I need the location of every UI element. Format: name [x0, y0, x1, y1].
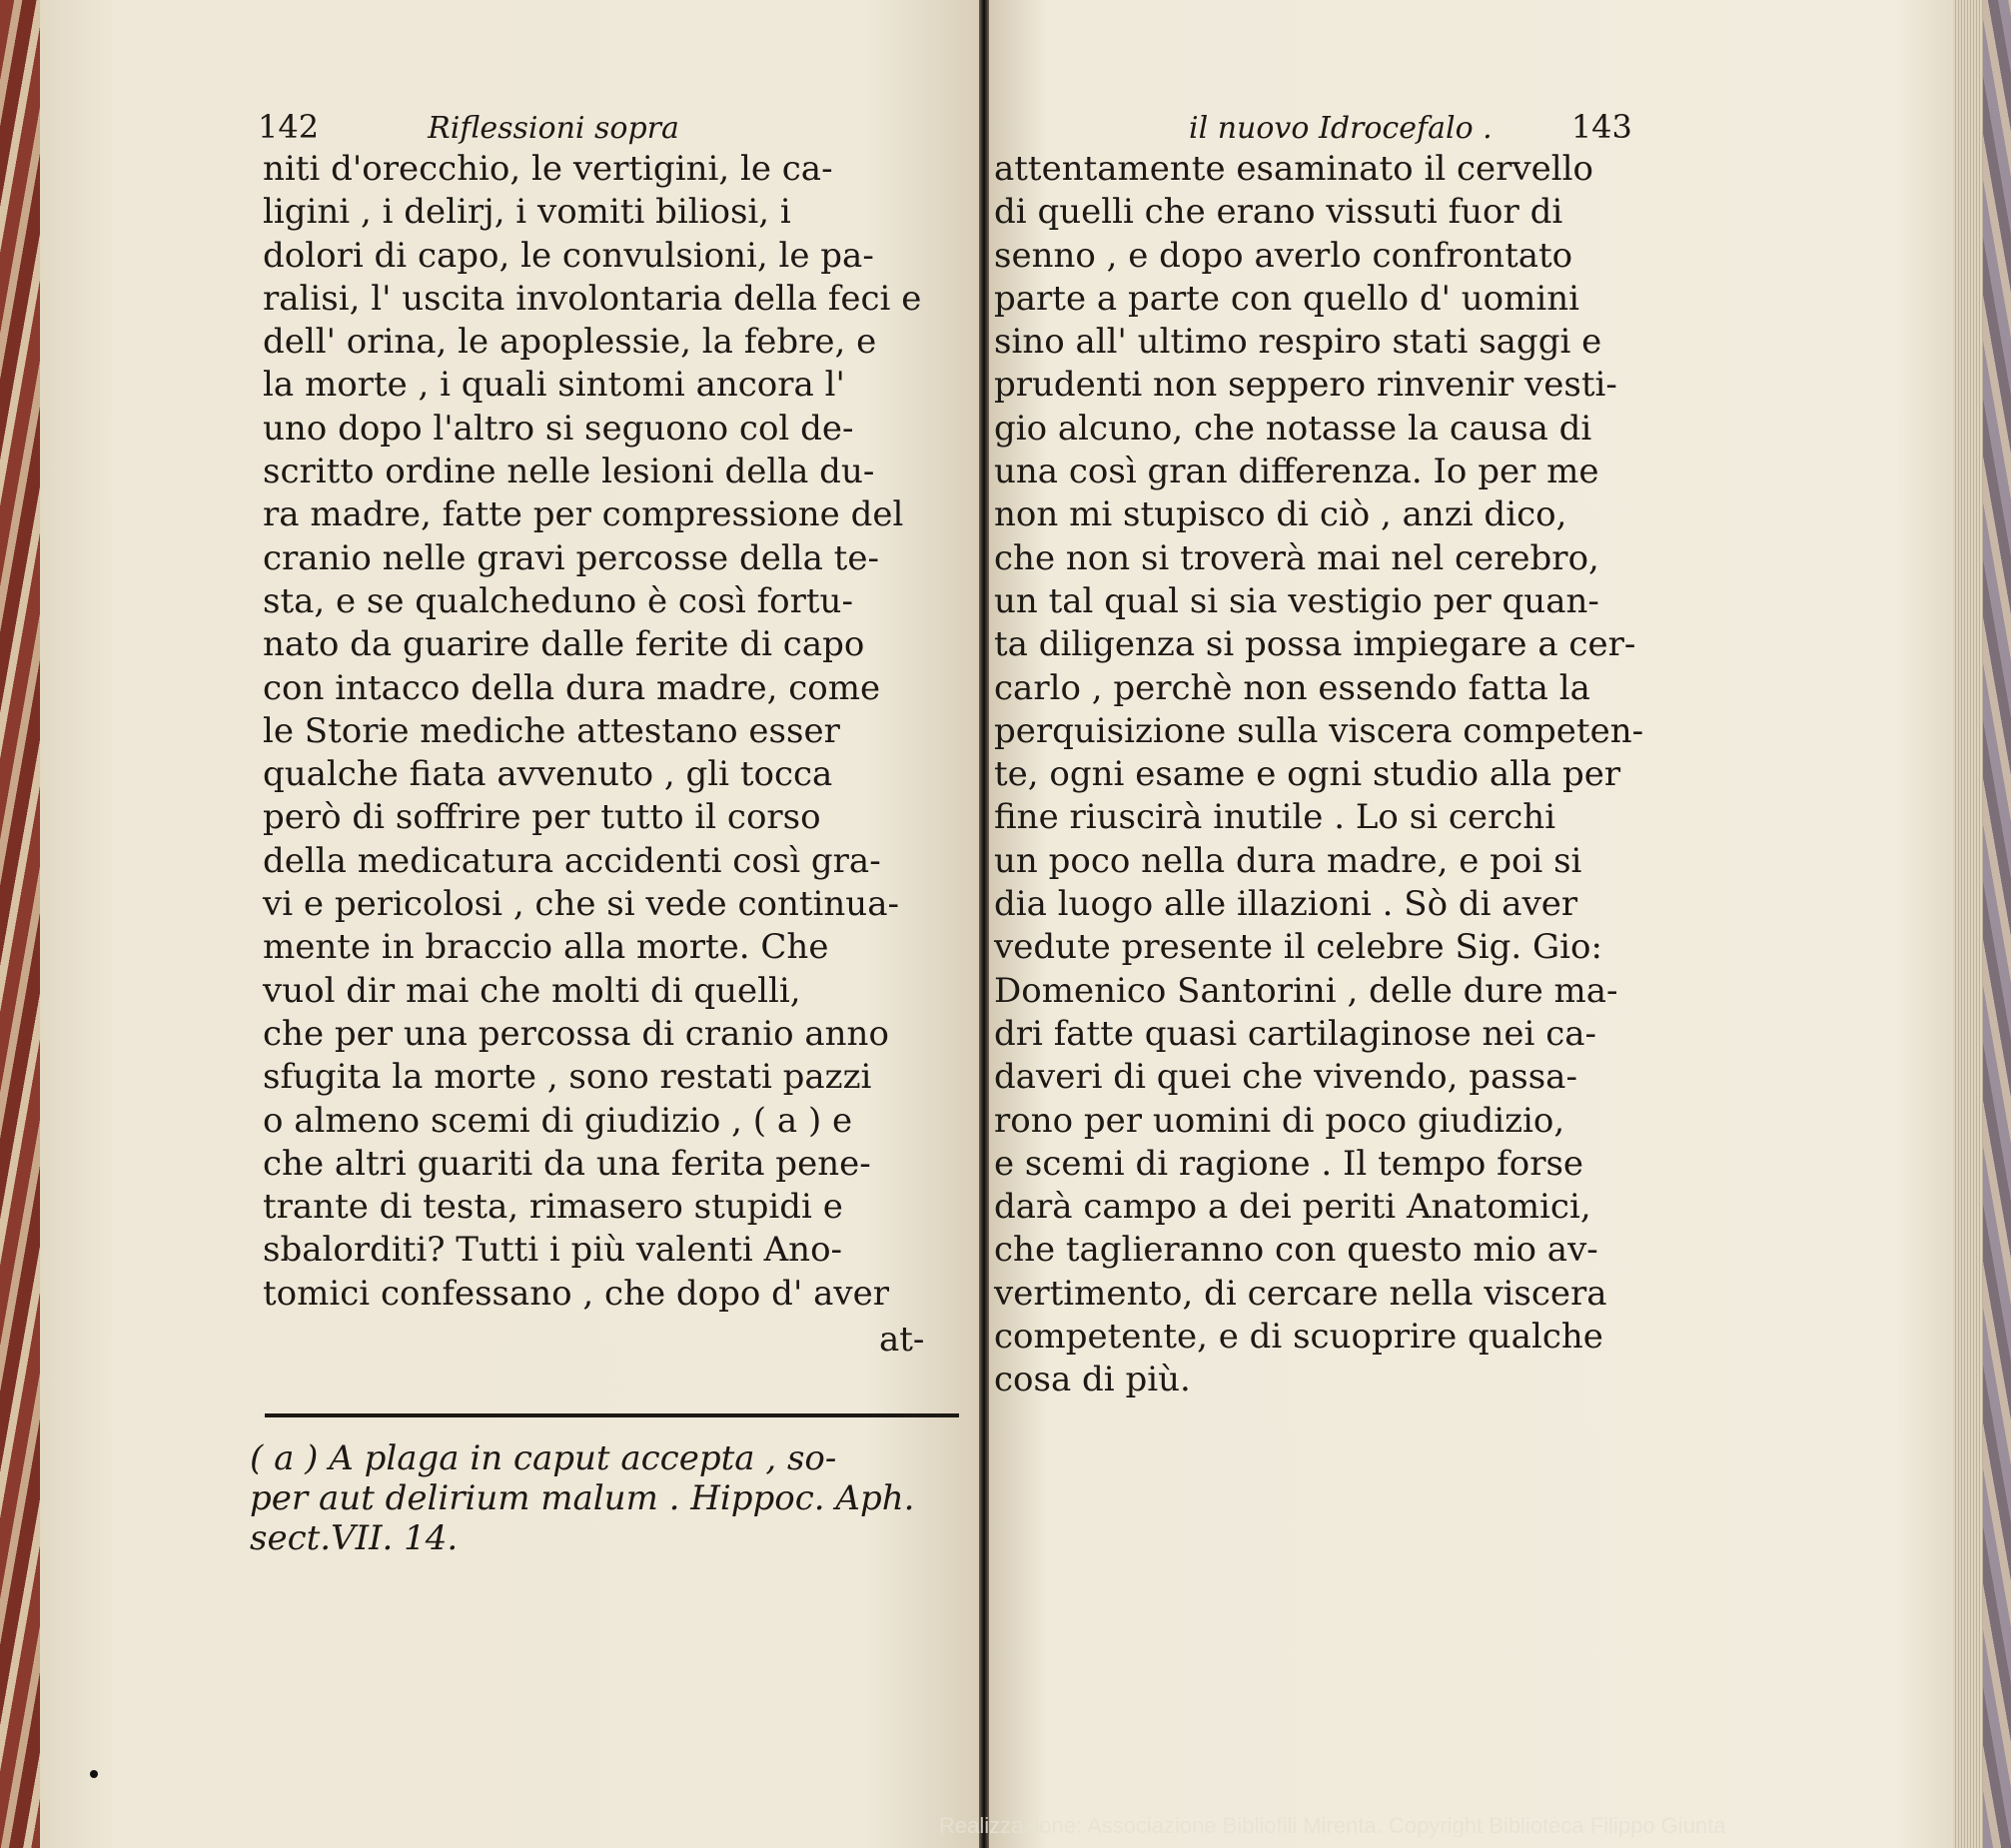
text-line: con intacco della dura madre, come: [263, 667, 881, 708]
text-line: trante di testa, rimasero stupidi e: [263, 1187, 843, 1228]
footnote-line: ( a ) A plaga in caput accepta , so-: [250, 1438, 837, 1478]
text-line: senno , e dopo averlo confrontato: [994, 235, 1573, 276]
right-page-text: [994, 148, 1693, 1402]
text-line: una così gran differenza. Io per me: [994, 452, 1599, 492]
text-line: carlo , perchè non essendo fatta la: [994, 667, 1590, 708]
text-line: vi e pericolosi , che si vede continua-: [263, 884, 899, 925]
gutter: [979, 0, 989, 1848]
left-running-head: Riflessioni sopra: [428, 111, 679, 146]
book-spread: [40, 0, 1983, 1848]
text-line: darà campo a dei periti Anatomici,: [994, 1187, 1591, 1228]
text-line: nato da guarire dalle ferite di capo: [263, 624, 865, 665]
text-line: ralisi, l' uscita involontaria della feci e: [263, 278, 922, 319]
text-line: vedute presente il celebre Sig. Gio:: [994, 927, 1602, 968]
text-line: e scemi di ragione . Il tempo forse: [994, 1143, 1584, 1184]
text-line: che taglieranno con questo mio av-: [994, 1230, 1598, 1271]
book-binding-right: [1983, 0, 2011, 1848]
text-line: che non si troverà mai nel cerebro,: [994, 537, 1599, 578]
text-line: di quelli che erano vissuti fuor di: [994, 192, 1563, 233]
ink-spot: [90, 1770, 98, 1778]
text-line: dia luogo alle illazioni . Sò di aver: [994, 884, 1578, 925]
footnote-rule: [265, 1413, 959, 1417]
text-line: che per una percossa di cranio anno: [263, 1013, 889, 1054]
text-line: dell' orina, le apoplessie, la febre, e: [263, 322, 877, 363]
text-line: un poco nella dura madre, e poi si: [994, 840, 1582, 881]
text-line: perquisizione sulla viscera competen-: [994, 710, 1644, 751]
left-page-text: [263, 148, 962, 1316]
text-line: tomici confessano , che dopo d' aver: [263, 1273, 889, 1314]
text-line: dri fatte quasi cartilaginose nei ca-: [994, 1013, 1597, 1054]
text-line: cosa di più.: [994, 1360, 1191, 1400]
text-line: un tal qual si sia vestigio per quan-: [994, 580, 1599, 621]
left-page: [40, 0, 979, 1848]
text-line: fine riuscirà inutile . Lo si cerchi: [994, 797, 1556, 838]
right-page-number: 143: [1570, 108, 1632, 146]
text-line: vuol dir mai che molti di quelli,: [263, 970, 801, 1011]
text-line: qualche fiata avvenuto , gli tocca: [263, 754, 833, 795]
right-page-header: [1189, 108, 1632, 146]
text-line: non mi stupisco di ciò , anzi dico,: [994, 494, 1567, 535]
text-line: le Storie mediche attestano esser: [263, 710, 840, 751]
text-line: o almeno scemi di giudizio , ( a ) e: [263, 1100, 853, 1141]
book-binding-left: [0, 0, 40, 1848]
text-line: te, ogni esame e ogni studio alla per: [994, 754, 1621, 795]
text-line: però di soffrire per tutto il corso: [263, 797, 821, 838]
catchword: at-: [879, 1320, 925, 1360]
text-line: sta, e se qualcheduno è così fortu-: [263, 580, 853, 621]
footnote-line: per aut delirium malum . Hippoc. Aph.: [250, 1478, 915, 1518]
text-line: competente, e di scuoprire qualche: [994, 1317, 1603, 1358]
page-fore-edge: [1953, 0, 1983, 1848]
text-line: mente in braccio alla morte. Che: [263, 927, 829, 968]
copyright-watermark: Realizzazione: Associazione Bibliofili Mirenta. Copyright Biblioteca Filippo Giunta: [939, 1813, 1726, 1838]
text-line: cranio nelle gravi percosse della te-: [263, 537, 879, 578]
text-line: sfugita la morte , sono restati pazzi: [263, 1057, 872, 1098]
text-line: Domenico Santorini , delle dure ma-: [994, 970, 1618, 1011]
text-line: della medicatura accidenti così gra-: [263, 840, 881, 881]
text-line: parte a parte con quello d' uomini: [994, 278, 1580, 319]
text-line: ligini , i delirj, i vomiti biliosi, i: [263, 192, 791, 233]
right-running-head: il nuovo Idrocefalo .: [1189, 111, 1493, 146]
text-line: daveri di quei che vivendo, passa-: [994, 1057, 1577, 1098]
text-line: prudenti non seppero rinvenir vesti-: [994, 365, 1617, 406]
text-line: gio alcuno, che notasse la causa di: [994, 408, 1592, 449]
footnote-line: sect.VII. 14.: [250, 1518, 459, 1558]
text-line: uno dopo l'altro si seguono col de-: [263, 408, 854, 449]
text-line: che altri guariti da una ferita pene-: [263, 1143, 871, 1184]
text-line: ra madre, fatte per compressione del: [263, 494, 904, 535]
left-page-header: [258, 108, 679, 146]
text-line: niti d'orecchio, le vertigini, le ca-: [263, 149, 833, 189]
text-line: rono per uomini di poco giudizio,: [994, 1100, 1565, 1141]
footnote: [250, 1438, 914, 1558]
text-line: la morte , i quali sintomi ancora l': [263, 365, 845, 406]
text-line: sbalorditi? Tutti i più valenti Ano-: [263, 1230, 843, 1271]
text-line: dolori di capo, le convulsioni, le pa-: [263, 235, 874, 276]
text-line: ta diligenza si possa impiegare a cer-: [994, 624, 1636, 665]
right-page: [989, 0, 1953, 1848]
text-line: scritto ordine nelle lesioni della du-: [263, 452, 875, 492]
text-line: attentamente esaminato il cervello: [994, 149, 1593, 189]
text-line: sino all' ultimo respiro stati saggi e: [994, 322, 1602, 363]
left-page-number: 142: [258, 108, 320, 146]
text-line: vertimento, di cercare nella viscera: [994, 1273, 1607, 1314]
